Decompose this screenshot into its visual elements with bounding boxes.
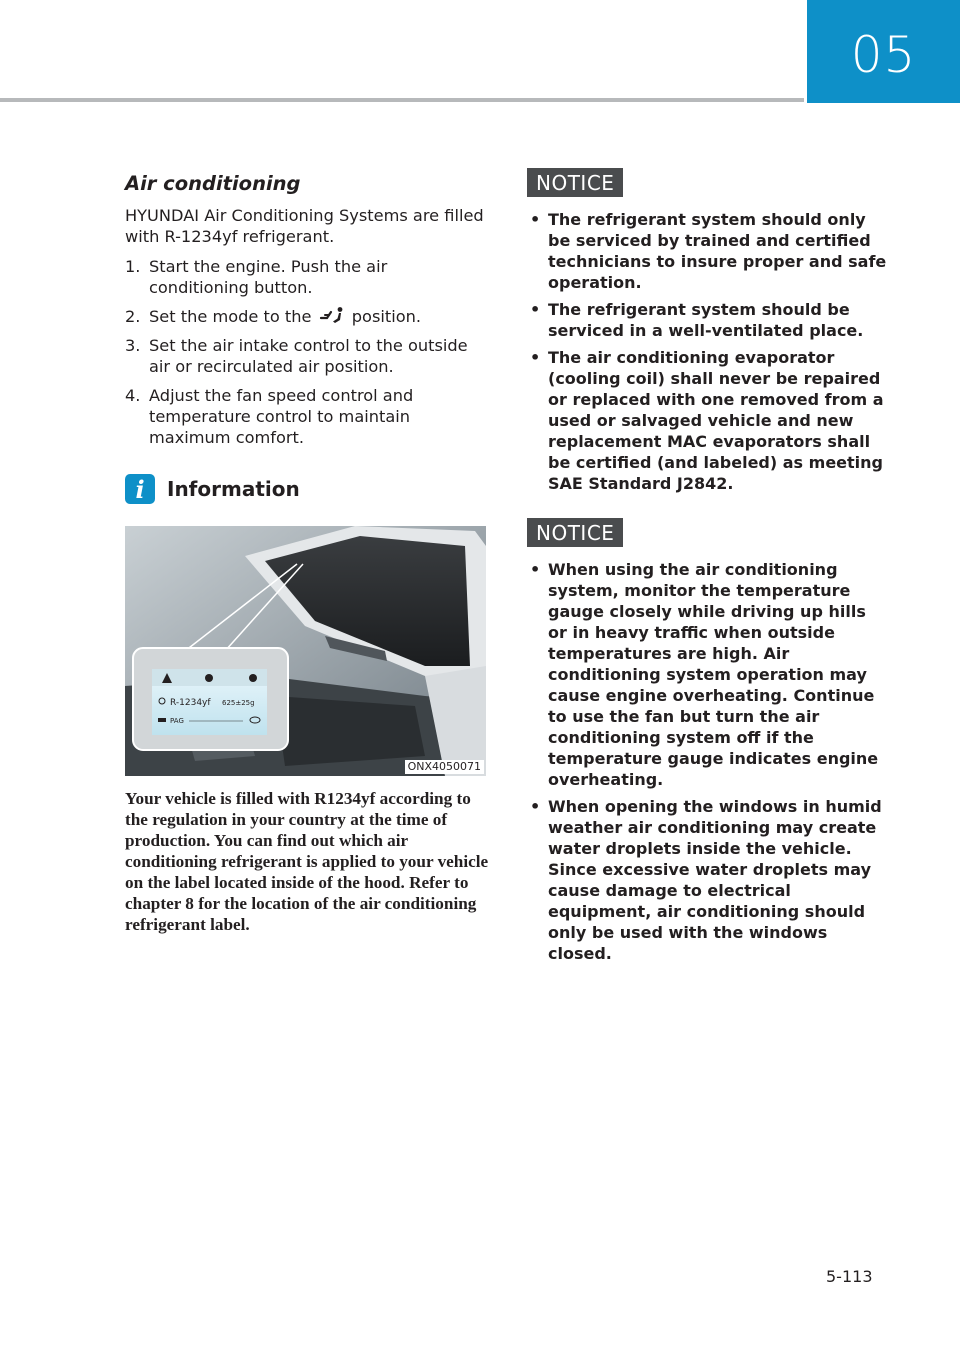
step-text: Adjust the fan speed control and temperature control to maintain maximum comfort. (149, 386, 414, 447)
notice-item-text: When using the air conditioning system, monitor the temperature gauge closely while driving up hills or in heavy traffic when outside temperatures are high. Air conditioning system operation may cause engine overheating. Continue to use the fan but turn the air conditioning system off if the temperature gauge indicates engine overheating. (548, 560, 879, 789)
chapter-tab: 05 (807, 0, 960, 103)
step-text: Set the mode to the (149, 307, 312, 326)
notice-label: NOTICE (527, 168, 623, 197)
step-item (125, 306, 490, 327)
label-refrigerant-text: R-1234yf (170, 698, 211, 708)
step-number: 4. (125, 386, 141, 405)
step-list (125, 256, 490, 448)
step-number: 2. (125, 307, 141, 326)
notice-item-text: When opening the windows in humid weather air conditioning may create water droplets inside the vehicle. Since excessive water droplets may cause damage to electrical equipment, air conditioning should only be used with the windows closed. (548, 797, 882, 963)
step-item (125, 385, 490, 448)
notice-item: • The refrigerant system should only be serviced by trained and certified technicians to insure proper and safe operation. (530, 210, 887, 292)
label-amount-text: 625±25g (222, 699, 255, 707)
page-number: 5-113 (826, 1267, 873, 1286)
step-item (125, 335, 490, 377)
notice-block (527, 168, 889, 494)
step-item (125, 256, 490, 298)
right-column (527, 168, 889, 988)
header-rule (0, 98, 804, 102)
label-oil-text: PAG (170, 717, 184, 725)
left-column (125, 172, 490, 935)
section-title: Air conditioning (125, 172, 301, 195)
notice-item: • When using the air conditioning system, monitor the temperature gauge closely while driving up hills or in heavy traffic when outside temperatures are high. Air conditioning system operation may cause engine overheating. Continue to use the fan but turn the air conditioning system off if the temperature gauge indicates engine overheating. (530, 560, 879, 789)
notice-block (527, 518, 889, 964)
step-text: position. (351, 307, 422, 326)
figure-code: ONX4050071 (405, 760, 484, 774)
notice-item: • When opening the windows in humid weather air conditioning may create water droplets inside the vehicle. Since excessive water droplets may cause damage to electrical equipment, air conditioning should only be used with the windows closed. (530, 797, 882, 963)
notice-item-text: The air conditioning evaporator (cooling coil) shall never be repaired or replaced with one removed from a used or salvaged vehicle and new replacement MAC evaporators shall be certified (and labeled) as meeting SAE Standard J2842. (548, 348, 884, 493)
intro-paragraph: HYUNDAI Air Conditioning Systems are filled with R-1234yf refrigerant. (125, 206, 484, 246)
refrigerant-label-figure (125, 526, 486, 776)
information-heading (125, 474, 490, 504)
step-text: Set the air intake control to the outside air or recirculated air position. (149, 336, 468, 376)
hood-illustration (125, 526, 486, 776)
step-number: 3. (125, 336, 141, 355)
information-icon: i (125, 474, 155, 504)
notice-item: • The refrigerant system should be serviced in a well-ventilated place. (530, 300, 864, 340)
notice-list (527, 559, 889, 964)
floor-vent-mode-icon (317, 306, 347, 326)
notice-item-text: The refrigerant system should only be serviced by trained and certified technicians to insure proper and safe operation. (548, 210, 887, 292)
notice-item-text: The refrigerant system should be serviced in a well-ventilated place. (548, 300, 864, 340)
information-title: Information (167, 477, 300, 501)
step-text: Start the engine. Push the air conditioning button. (149, 257, 388, 297)
figure-caption: Your vehicle is filled with R1234yf according to the regulation in your country at the time of production. You can find out which air conditioning refrigerant is applied to your vehicle on the label located inside of the hood. Refer to chapter 8 for the location of the air conditioning refrigerant label. (125, 789, 489, 934)
notice-label: NOTICE (527, 518, 623, 547)
notice-item: • The air conditioning evaporator (cooling coil) shall never be repaired or replaced with one removed from a used or salvaged vehicle and new replacement MAC evaporators shall be certified (and labeled) as meeting SAE Standard J2842. (530, 348, 884, 493)
step-number: 1. (125, 257, 141, 276)
notice-list (527, 209, 889, 494)
